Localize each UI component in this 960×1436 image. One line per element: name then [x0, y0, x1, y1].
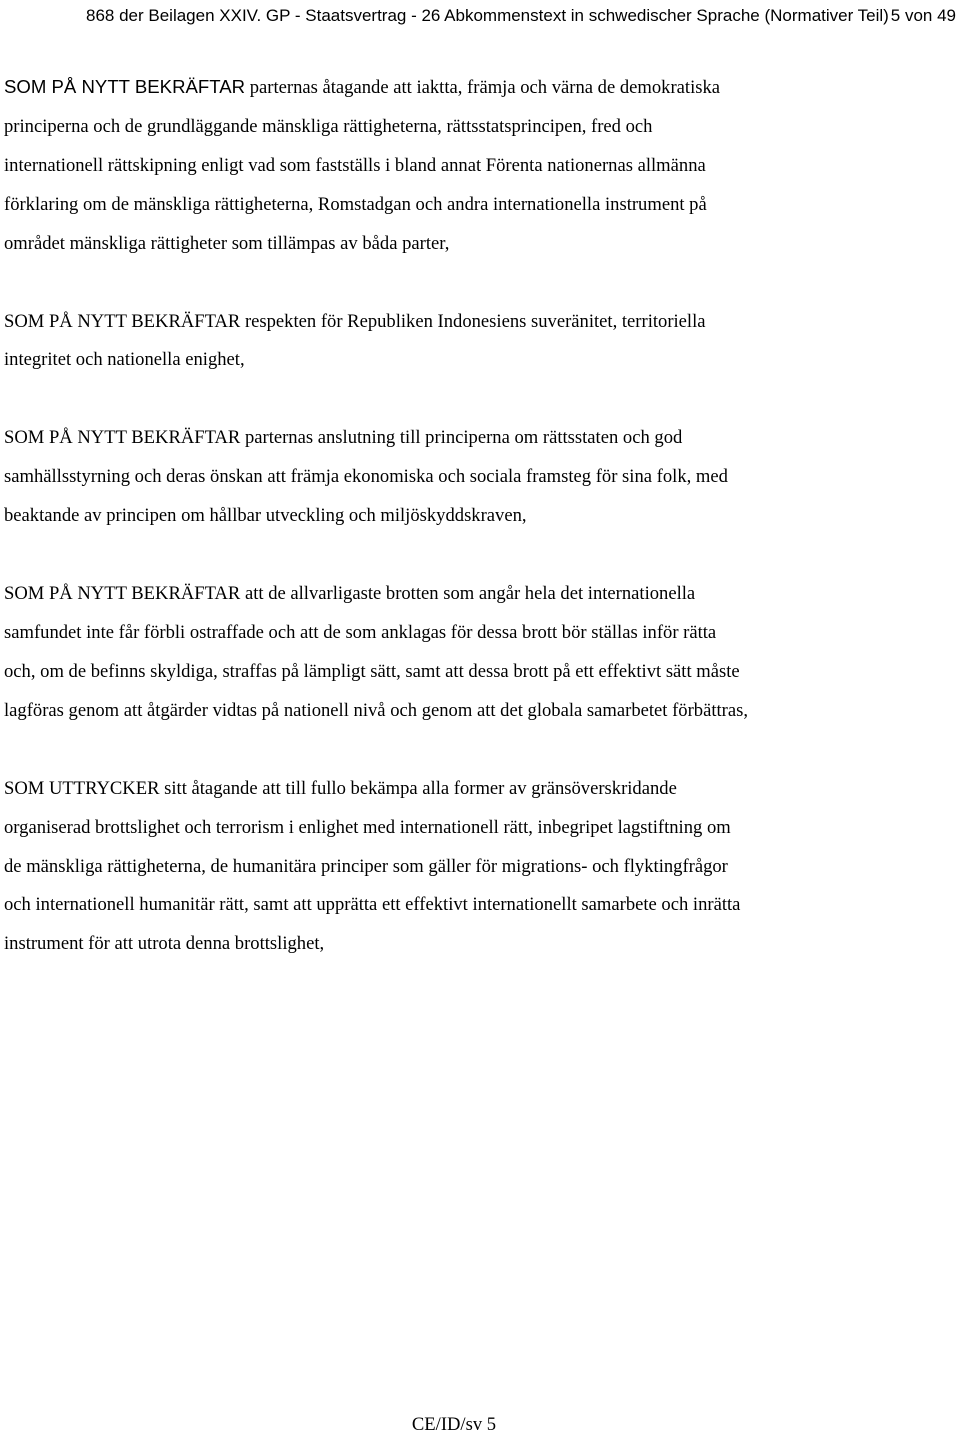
paragraph-5 [4, 770, 904, 965]
paragraph-line: samhällsstyrning och deras önskan att främja ekonomiska och sociala framsteg för sina folk, med [4, 466, 728, 488]
paragraph-line: och, om de befinns skyldiga, straffas på lämpligt sätt, samt att dessa brott på ett effektivt sätt måste [4, 660, 740, 682]
paragraph-line: SOM PÅ NYTT BEKRÄFTAR att de allvarligaste brotten som angår hela det internationella [4, 583, 696, 605]
paragraph-line: de mänskliga rättigheterna, de humanitära principer som gäller för migrations- och flyktingfrågor [4, 855, 728, 877]
paragraph-line: SOM PÅ NYTT BEKRÄFTAR parternas åtagande att iaktta, främja och värna de demokratiska [4, 76, 721, 98]
footer-document-code: CE/ID/sv 5 [411, 1414, 497, 1435]
paragraph-line: SOM PÅ NYTT BEKRÄFTAR parternas anslutning till principerna om rättsstaten och god [4, 427, 683, 449]
paragraph-1 [4, 68, 904, 264]
paragraph-line: lagföras genom att åtgärder vidtas på nationell nivå och genom att det globala samarbetet förbättras, [4, 699, 748, 721]
paragraph-4 [4, 575, 904, 731]
paragraph-line: organiserad brottslighet och terrorism i enlighet med internationell rätt, inbegripet lagstiftning om [4, 816, 731, 838]
paragraph-line: principerna och de grundläggande mänskliga rättigheterna, rättsstatsprincipen, fred och [4, 115, 653, 137]
paragraph-lead: SOM PÅ NYTT BEKRÄFTAR [4, 76, 246, 97]
paragraph-2 [4, 303, 904, 381]
paragraph-line: SOM PÅ NYTT BEKRÄFTAR respekten för Republiken Indonesiens suveränitet, territoriella [4, 310, 706, 332]
paragraph-3 [4, 419, 904, 536]
page-header [86, 5, 956, 27]
paragraph-line: integritet och nationella enighet, [4, 349, 245, 371]
header-page-number: 5 von 49 [890, 6, 956, 25]
paragraph-line: förklaring om de mänskliga rättigheterna, Romstadgan och andra internationella instrument på [4, 193, 707, 215]
page-footer [0, 1414, 960, 1436]
paragraph-line: samfundet inte får förbli ostraffade och att de som anklagas för dessa brott bör ställas inför rätta [4, 621, 717, 643]
paragraph-line: internationell rättskipning enligt vad som fastställs i bland annat Förenta nationernas allmänna [4, 154, 706, 176]
paragraph-line: beaktande av principen om hållbar utveckling och miljöskyddskraven, [4, 505, 527, 527]
paragraph-line: området mänskliga rättigheter som tillämpas av båda parter, [4, 232, 450, 254]
paragraph-line: SOM UTTRYCKER sitt åtagande att till fullo bekämpa alla former av gränsöverskridande [4, 777, 677, 799]
paragraph-line: och internationell humanitär rätt, samt att upprätta ett effektivt internationellt samarbete och inrätta [4, 894, 741, 916]
document-body [4, 68, 904, 1003]
header-document-title: 868 der Beilagen XXIV. GP - Staatsvertrag - 26 Abkommenstext in schwedischer Sprache (Normativer Teil) [86, 6, 889, 25]
paragraph-line: instrument för att utrota denna brottslighet, [4, 933, 325, 955]
